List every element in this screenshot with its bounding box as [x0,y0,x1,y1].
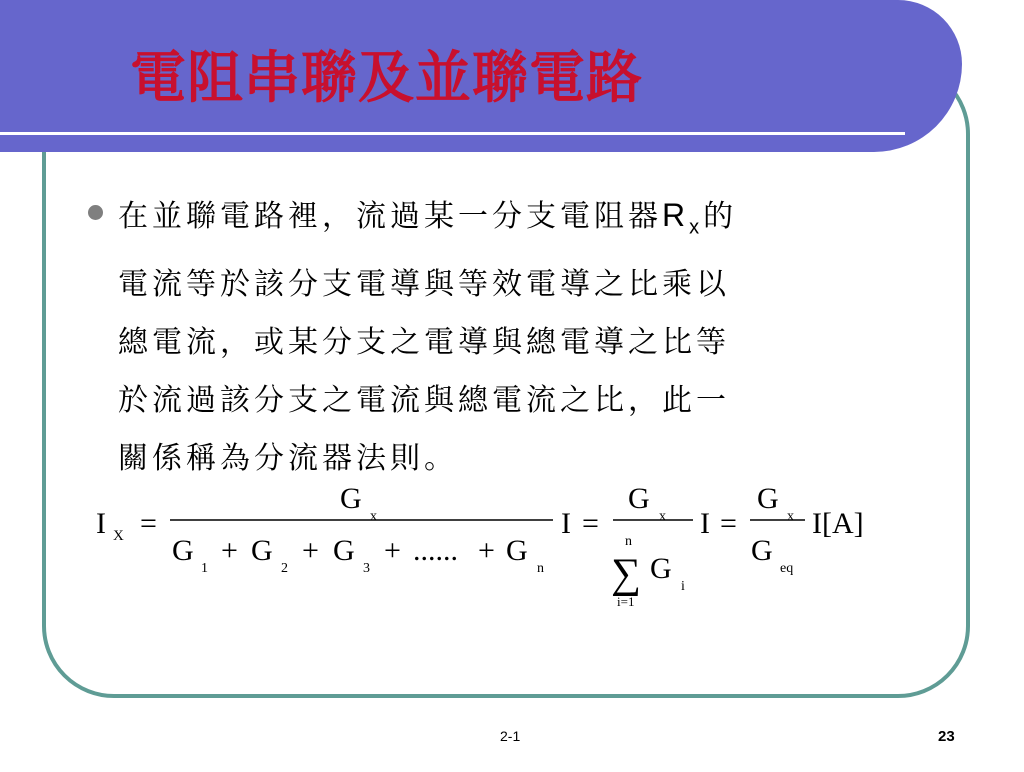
eq-2: = [582,507,599,540]
line1-text: 在並聯電路裡，流過某一分支電阻器 [118,199,662,234]
den-geq-sub: eq [780,561,794,576]
content-line-5: 關係稱為分流器法則。 [118,441,458,477]
den-sub-2: 2 [281,561,288,576]
sum-bottom: i=1 [617,594,635,609]
plus-1: + [221,534,238,567]
den-sub-3: 3 [363,561,370,576]
plus-4: + [478,534,495,567]
content-line-3: 總電流，或某分支之電導與總電導之比等 [118,325,730,361]
sum-g-sub: i [681,579,685,594]
sum-top: n [625,534,632,549]
content-line-2: 電流等於該分支電導與等效電導之比乘以 [118,267,730,303]
ix-symbol: I [96,507,106,540]
dots: ...... [413,534,458,567]
num-g-3: G [757,482,779,515]
line1-end: 的 [703,199,738,234]
ix-sub: X [113,528,124,544]
i-symbol-1: I [561,507,571,540]
den-geq: G [751,534,773,567]
footer-section: 2-1 [500,728,521,744]
plus-3: + [384,534,401,567]
unit: I[A] [812,507,864,540]
eq-3: = [720,507,737,540]
page-number: 23 [938,728,955,745]
den-g3: G [333,534,355,567]
num-x-2: x [659,509,666,524]
num-x-3: x [787,509,794,524]
content-line-4: 於流過該分支之電流與總電流之比，此一 [118,383,730,419]
num-g-1: G [340,482,362,515]
den-g1: G [172,534,194,567]
i-symbol-2: I [700,507,710,540]
slide-title: 電阻串聯及並聯電路 [130,46,643,111]
den-sub-1: 1 [201,561,208,576]
eq-1: = [140,507,157,540]
sigma-icon: ∑ [611,551,641,597]
rx-r: R [662,197,690,233]
den-gn: G [506,534,528,567]
plus-2: + [302,534,319,567]
num-g-2: G [628,482,650,515]
rx-sub: x [689,216,704,239]
den-g2: G [251,534,273,567]
den-sub-n: n [537,561,544,576]
sum-g: G [650,552,672,585]
num-x-1: x [370,509,377,524]
